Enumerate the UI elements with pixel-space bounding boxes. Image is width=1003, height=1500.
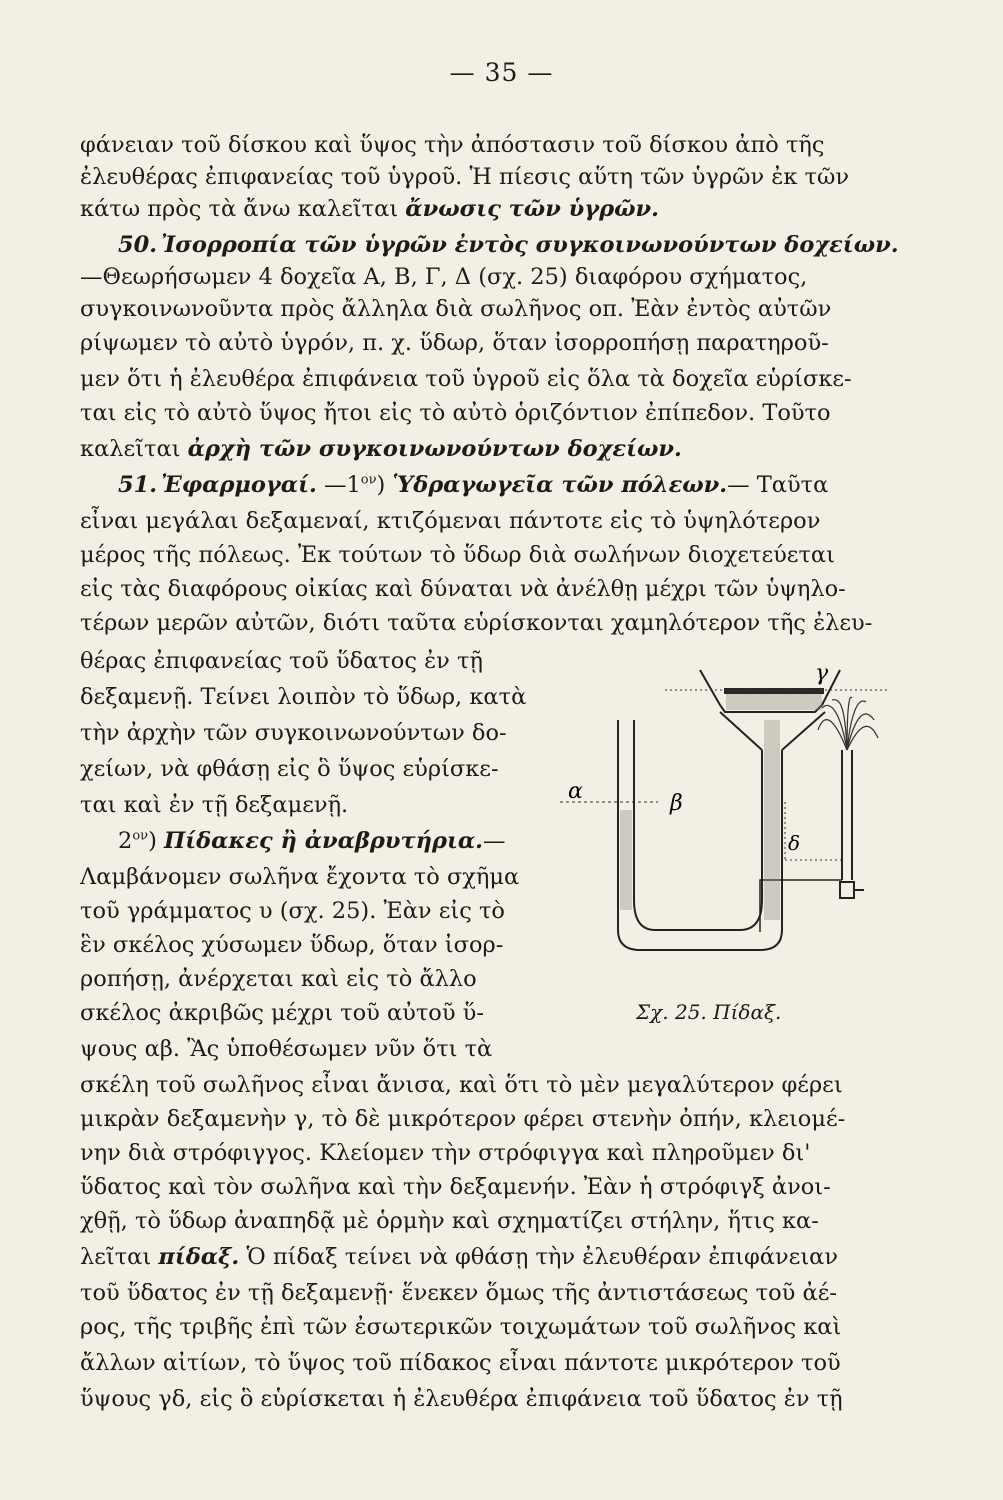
u-bottom-outer [618,930,782,950]
text-line: φάνειαν τοῦ δίσκου καὶ ὕψος τὴν ἀπόστασιν τοῦ δίσκου ἀπὸ τῆς [80,132,825,158]
subsection-1-title: Ὑδραγωγεῖα τῶν πόλεων. [392,472,728,498]
text-line: σκέλος ἀκριβῶς μέχρι τοῦ αὐτοῦ ὕ- [80,1000,484,1026]
figure-caption: Σχ. 25. Πίδαξ. [636,1000,782,1024]
text-line: θέρας ἐπιφανείας τοῦ ὕδατος ἐν τῇ [80,648,483,674]
text-line: καλεῖται ἀρχὴ τῶν συγκοινωνούντων δοχείων. [80,436,682,462]
text-line: ρος, τῆς τριβῆς ἐπὶ τῶν ἐσωτερικῶν τοιχωμάτων τοῦ σωλῆνος καὶ [80,1314,842,1340]
text-line: ἄλλων αἰτίων, τὸ ὕψος τοῦ πίδακος εἶναι πάντοτε μικρότερον τοῦ [80,1350,841,1376]
text-line: νην διὰ στρόφιγγος. Κλείομεν τὴν στρόφιγγα καὶ πληροῦμεν δι' [80,1140,811,1166]
reservoir-water-surface [724,688,824,694]
fountain-figure [560,650,890,1020]
text-line: μέρος τῆς πόλεως. Ἐκ τούτων τὸ ὕδωρ διὰ σωλήνων διοχετεύεται [80,542,835,568]
text-line: ἓν σκέλος χύσωμεν ὕδωρ, ὅταν ἰσορ- [80,932,504,958]
text-line: Λαμβάνομεν σωλῆνα ἔχοντα τὸ σχῆμα [80,864,520,890]
page-number: — 35 — [449,58,554,87]
text-line: ὕψους γδ, εἰς ὃ εὑρίσκεται ἡ ἐλευθέρα ἐπιφάνεια τοῦ ὕδατος ἐν τῇ [80,1386,843,1412]
term-principle: ἀρχὴ τῶν συγκοινωνούντων δοχείων. [187,436,682,462]
text-line: ψους αβ. Ἂς ὑποθέσωμεν νῦν ὅτι τὰ [80,1036,493,1062]
subsection-2-title: Πίδακες ἢ ἀναβρυτήρια. [164,828,483,854]
section-50-title: Ἰσορροπία τῶν ὑγρῶν ἐντὸς συγκοινωνούντων δοχείων. [161,232,899,258]
text-line: εἶναι μεγάλαι δεξαμεναί, κτιζόμεναι πάντοτε εἰς τὸ ὑψηλότερον [80,508,821,534]
text-line: τοῦ ὕδατος ἐν τῇ δεξαμενῇ· ἕνεκεν ὅμως τῆς ἀντιστάσεως τοῦ ἀέ- [80,1280,837,1306]
text-line: μικρὰν δεξαμενὴν γ, τὸ δὲ μικρότερον φέρει στενὴν ὀπήν, κλειομέ- [80,1106,846,1132]
term-pidax: πίδαξ. [158,1244,240,1270]
fountain-spray [818,697,878,750]
term-anosis: ἄνωσις τῶν ὑγρῶν. [405,196,659,222]
text-line: δεξαμενῇ. Τείνει λοιπὸν τὸ ὕδωρ, κατὰ [80,684,527,710]
section-50-heading: 50. Ἰσορροπία τῶν ὑγρῶν ἐντὸς συγκοινωνούντων δοχείων. [118,232,899,258]
text-line: εἰς τὰς διαφόρους οἰκίας καὶ δύναται νὰ ἀνέλθῃ μέχρι τῶν ὑψηλο- [80,576,846,602]
text-line: κάτω πρὸς τὰ ἄνω καλεῖται ἄνωσις τῶν ὑγρῶν. [80,196,659,222]
text-line: ἐλευθέρας ἐπιφανείας τοῦ ὑγροῦ. Ἡ πίεσις αὕτη τῶν ὑγρῶν ἐκ τῶν [80,164,850,190]
text-line: σκέλη τοῦ σωλῆνος εἶναι ἄνισα, καὶ ὅτι τὸ μὲν μεγαλύτερον φέρει [80,1072,843,1098]
text-line: χθῇ, τὸ ὕδωρ ἀναπηδᾷ μὲ ὁρμὴν καὶ σχηματίζει στήλην, ἥτις κα- [80,1208,819,1234]
text-line: ρίψωμεν τὸ αὐτὸ ὑγρόν, π. χ. ὕδωρ, ὅταν ἰσορροπήσῃ παρατηροῦ- [80,330,829,356]
text-line: ὕδατος καὶ τὸν σωλῆνα καὶ τὴν δεξαμενήν. Ἐὰν ἡ στρόφιγξ ἀνοι- [80,1174,831,1200]
text-line: ροπήσῃ, ἀνέρχεται καὶ εἰς τὸ ἄλλο [80,966,477,992]
subsection-2-heading: $2^{o\nu}$) Πίδακες ἢ ἀναβρυτήρια.— [118,828,506,854]
label-d: δ [788,831,801,855]
text-line: τοῦ γράμματος υ (σχ. 25). Ἐὰν εἰς τὸ [80,898,505,924]
label-g: γ [815,661,829,686]
u-bottom-inner [634,900,762,930]
section-51-heading: 51. Ἐφαρμογαί. $—1^{o\nu}$) Ὑδραγωγεῖα τῶν πόλεων.— Ταῦτα [118,472,829,498]
reservoir-neck-right [782,712,825,750]
text-line: τὴν ἀρχὴν τῶν συγκοινωνούντων δο- [80,720,507,746]
text-line: τέρων μερῶν αὐτῶν, διότι ταῦτα εὑρίσκονται χαμηλότερον τῆς ἐλευ- [80,610,873,636]
text-line: χείων, νὰ φθάσῃ εἰς ὃ ὕψος εὑρίσκε- [80,756,499,782]
reservoir-neck-left [720,712,762,750]
text-line: μεν ὅτι ἡ ἐλευθέρα ἐπιφάνεια τοῦ ὑγροῦ εἰς ὅλα τὰ δοχεῖα εὑρίσκε- [80,366,852,392]
water-shading [620,690,822,920]
text-line: λεῖται πίδαξ. Ὁ πίδαξ τείνει νὰ φθάσῃ τὴν ἐλευθέραν ἐπιφάνειαν [80,1244,839,1270]
stopcock [840,882,854,898]
label-a: α [568,779,583,804]
text-line: ται καὶ ἐν τῇ δεξαμενῇ. [80,792,349,818]
text-line: ται εἰς τὸ αὐτὸ ὕψος ἤτοι εἰς τὸ αὐτὸ ὁριζόντιον ἐπίπεδον. Τοῦτο [80,400,831,426]
label-b: β [670,791,683,816]
text-line: συγκοινωνοῦντα πρὸς ἄλληλα διὰ σωλῆνος οπ. Ἐὰν ἐντὸς αὐτῶν [80,296,832,322]
text-line: —Θεωρήσωμεν 4 δοχεῖα Α, Β, Γ, Δ (σχ. 25) διαφόρου σχήματος, [80,264,808,290]
